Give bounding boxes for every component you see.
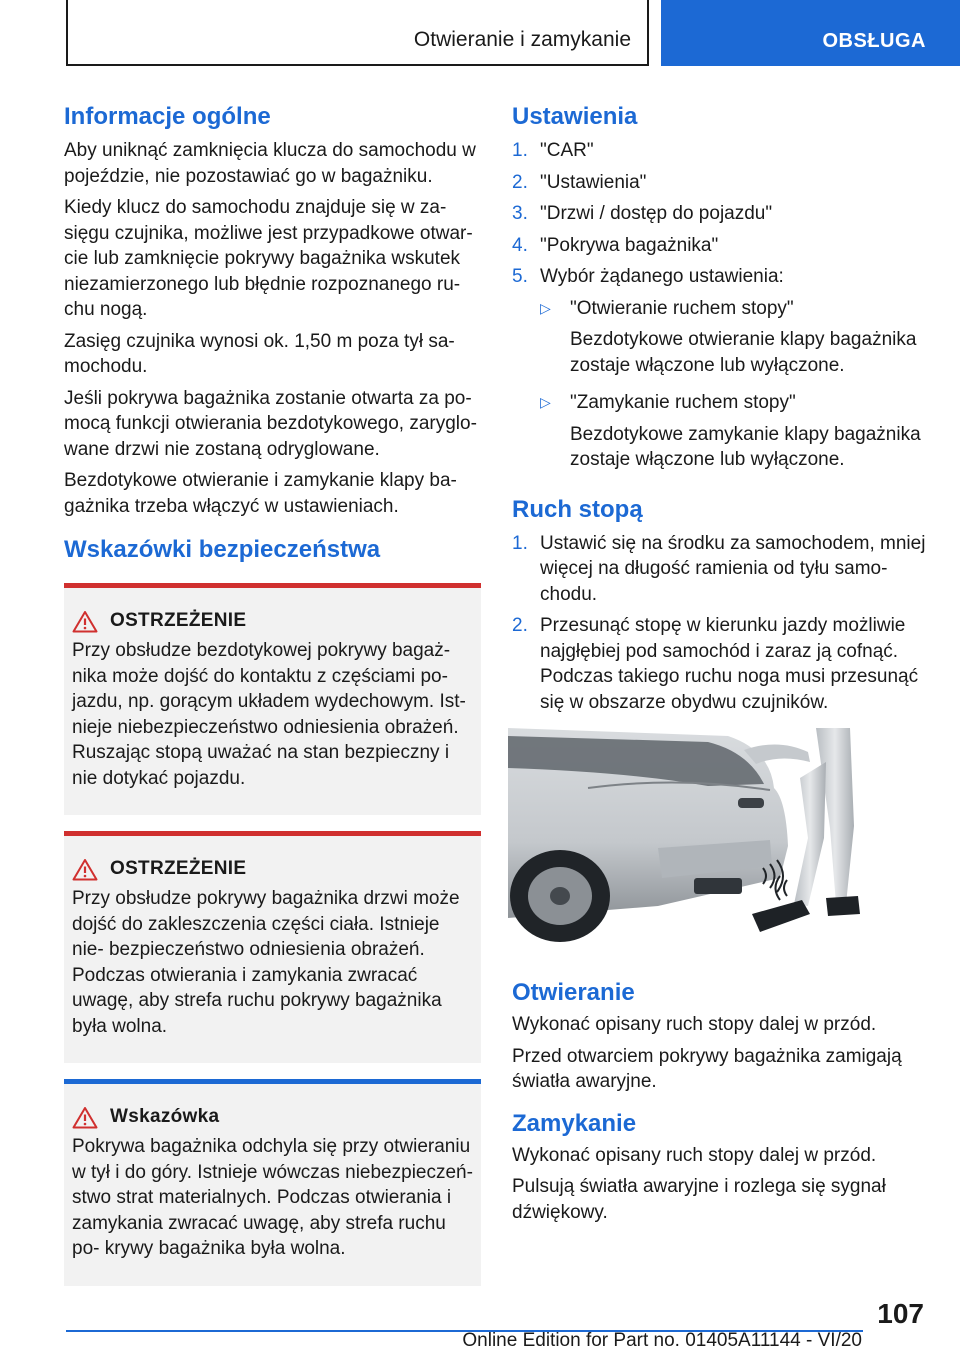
footer-edition: Online Edition for Part no. 01405A11144 - VI/20	[462, 1330, 862, 1351]
list-item	[512, 264, 928, 473]
warning-triangle-icon	[72, 609, 106, 633]
note-box	[64, 1079, 481, 1286]
warning-text: Przy obsłudze pokrywy bagażnika drzwi może dojść do zakleszczenia części ciała. Istnieje nie- bezpieczeństwo odniesienia obrażeń. Podczas otwierania i zamykania zwracać uwagę, aby strefa ruchu pokrywy bagażnika była wolna.	[72, 888, 460, 1037]
paragraph-key: Aby uniknąć zamknięcia klucza do samochodu w pojeździe, nie pozostawiać go w bagażniku.	[64, 140, 476, 187]
chapter-tab	[661, 0, 960, 66]
option-description: Bezdotykowe otwieranie klapy bagażnika zostaje włączone lub wyłączone.	[570, 329, 917, 376]
warning-box-1	[64, 583, 481, 815]
page-header	[0, 0, 960, 66]
option-label: "Otwieranie ruchem stopy"	[570, 297, 794, 319]
heading-general-info: Informacje ogólne	[64, 103, 271, 130]
paragraph-enable-settings: Bezdotykowe otwieranie i zamykanie klapy ba- gażnika trzeba włączyć w ustawieniach.	[64, 470, 457, 517]
option-description: Bezdotykowe zamykanie klapy bagażnika zostaje włączone lub wyłączone.	[570, 423, 921, 470]
section-title: Otwieranie i zamykanie	[413, 28, 631, 51]
warning-title: OSTRZEŻENIE	[110, 610, 247, 631]
warning-header	[72, 856, 473, 882]
list-item	[512, 138, 928, 164]
paragraph-sensor-range-risk: Kiedy klucz do samochodu znajduje się w za- sięgu czujnika, możliwe jest przypadkowe otwar- cie lub zamknięcie pokrywy bagażnika wskutek niezamierzonego lub błędnie rozpoznanego ru- chu nogą.	[64, 197, 473, 320]
list-item	[512, 531, 928, 608]
step-number: 1.	[512, 140, 528, 161]
warning-title: OSTRZEŻENIE	[110, 858, 247, 879]
step-text: Wybór żądanego ustawienia:	[540, 266, 784, 287]
triangle-right-icon: ▷	[540, 394, 551, 410]
list-item	[512, 233, 928, 259]
step-number: 3.	[512, 203, 528, 224]
settings-steps	[512, 138, 928, 473]
step-text: Ustawić się na środku za samochodem, mniej więcej na długość ramienia od tyłu samo- chodu.	[540, 532, 926, 605]
paragraph-sensor-range: Zasięg czujnika wynosi ok. 1,50 m poza tył sa- mochodu.	[64, 330, 455, 377]
list-item	[512, 613, 928, 715]
step-text: Przesunąć stopę w kierunku jazdy możliwie najgłębiej pod samochód i zaraz ją cofnąć. Podczas takiego ruchu noga musi przesunąć się w obszarze obydwu czujników.	[540, 615, 919, 713]
step-text: "Ustawienia"	[540, 171, 647, 193]
warning-header	[72, 608, 473, 634]
chapter-tab-label: OBSŁUGA	[822, 30, 926, 52]
right-column-lower	[512, 978, 928, 1225]
warning-triangle-icon	[72, 857, 106, 881]
foot-motion-illustration	[508, 728, 864, 948]
paragraph-open-step: Wykonać opisany ruch stopy dalej w przód.	[512, 1014, 877, 1035]
option-item	[540, 390, 928, 416]
note-text: Pokrywa bagażnika odchyla się przy otwieraniu w tył i do góry. Istnieje wówczas niebezpieczeń- stwo strat materialnych. Podczas otwierania i zamykania zwracać uwagę, aby strefa ruchu po- krywy bagażnika była wolna.	[72, 1136, 473, 1259]
step-number: 4.	[512, 234, 528, 256]
note-header	[72, 1104, 473, 1130]
heading-foot-motion: Ruch stopą	[512, 495, 643, 523]
heading-safety: Wskazówki bezpieczeństwa	[64, 536, 381, 563]
warning-text: Przy obsłudze bezdotykowej pokrywy bagaż- nika może dojść do kontaktu z częściami po- jazdu, np. gorącym układem wydechowym. Ist- nieje niebezpieczeństwo odniesienia obrażeń. Ruszając stopą uważać na stan bezpieczny i nie dotykać pojazdu.	[72, 640, 466, 789]
list-item	[512, 201, 928, 227]
header-frame	[66, 0, 649, 66]
step-number: 2.	[512, 615, 528, 636]
step-text: "CAR"	[540, 140, 594, 161]
heading-settings: Ustawienia	[512, 103, 638, 130]
left-column	[64, 102, 481, 1286]
heading-closing: Zamykanie	[512, 1109, 637, 1137]
step-number: 2.	[512, 171, 528, 193]
step-text: "Pokrywa bagażnika"	[540, 234, 719, 256]
step-number: 5.	[512, 266, 528, 287]
paragraph-close-signal: Pulsują światła awaryjne i rozlega się sygnał dźwiękowy.	[512, 1176, 886, 1223]
warning-triangle-icon	[72, 1105, 106, 1129]
list-item	[512, 170, 928, 196]
option-item	[540, 296, 928, 322]
paragraph-locked-doors: Jeśli pokrywa bagażnika zostanie otwarta za po- mocą funkcji otwierania bezdotykowego, zaryglo- wane drzwi nie zostaną odryglowane.	[64, 387, 477, 460]
paragraph-open-hazard: Przed otwarciem pokrywy bagażnika zamigają światła awaryjne.	[512, 1045, 902, 1092]
warning-box-2	[64, 831, 481, 1063]
step-number: 1.	[512, 532, 528, 554]
right-column	[512, 102, 928, 721]
heading-opening: Otwieranie	[512, 979, 635, 1006]
settings-options	[540, 296, 928, 473]
page-number: 107	[877, 1298, 924, 1329]
paragraph-close-step: Wykonać opisany ruch stopy dalej w przód.	[512, 1144, 877, 1166]
option-label: "Zamykanie ruchem stopy"	[570, 392, 796, 413]
note-title: Wskazówka	[110, 1106, 220, 1127]
foot-steps	[512, 531, 928, 716]
triangle-right-icon: ▷	[540, 299, 551, 316]
step-text: "Drzwi / dostęp do pojazdu"	[540, 203, 773, 224]
